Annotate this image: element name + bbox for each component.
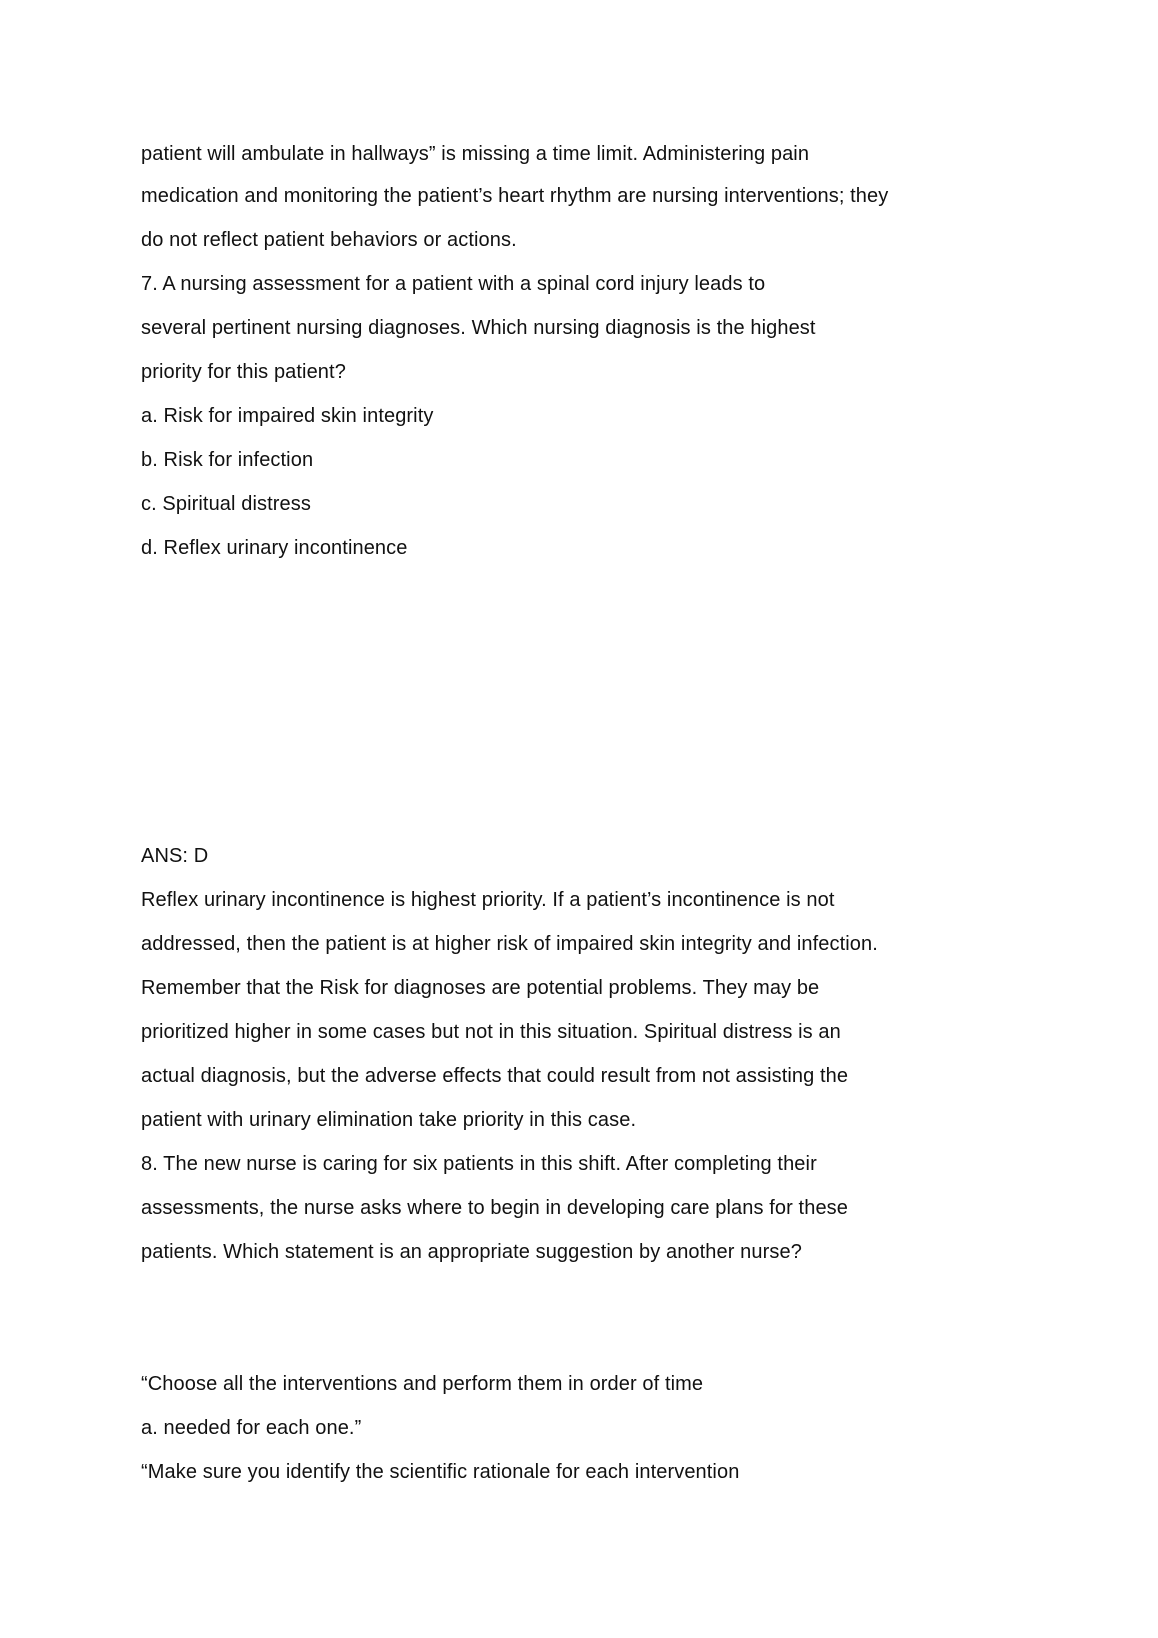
question-8-stem-line-2: assessments, the nurse asks where to begin in developing care plans for these <box>141 1197 848 1219</box>
question-8-option-line-1: “Choose all the interventions and perform them in order of time <box>141 1373 704 1395</box>
question-8-option-line-2: a. needed for each one.” <box>141 1417 362 1439</box>
question-7-rationale-line-5: actual diagnosis, but the adverse effects that could result from not assisting the <box>141 1065 849 1087</box>
question-7-option-c: c. Spiritual distress <box>141 493 311 515</box>
question-7-option-a: a. Risk for impaired skin integrity <box>141 405 434 427</box>
question-7-rationale-line-3: Remember that the Risk for diagnoses are potential problems. They may be <box>141 977 820 999</box>
question-7-rationale-line-1: Reflex urinary incontinence is highest priority. If a patient’s incontinence is not <box>141 889 835 911</box>
question-7-rationale-line-2: addressed, then the patient is at higher risk of impaired skin integrity and infection. <box>141 933 878 955</box>
question-8-stem-line-3: patients. Which statement is an appropriate suggestion by another nurse? <box>141 1241 802 1263</box>
rationale-continuation-line-1: patient will ambulate in hallways” is missing a time limit. Administering pain <box>141 143 810 165</box>
question-7-answer: ANS: D <box>141 845 209 867</box>
question-7-stem-line-1: 7. A nursing assessment for a patient with a spinal cord injury leads to <box>141 273 766 295</box>
question-7-option-b: b. Risk for infection <box>141 449 314 471</box>
rationale-continuation-line-2: medication and monitoring the patient’s heart rhythm are nursing interventions; they <box>141 185 889 207</box>
question-7-rationale-line-6: patient with urinary elimination take priority in this case. <box>141 1109 637 1131</box>
question-8-stem-line-1: 8. The new nurse is caring for six patients in this shift. After completing their <box>141 1153 817 1175</box>
question-8-option-line-3: “Make sure you identify the scientific rationale for each intervention <box>141 1461 740 1483</box>
question-7-rationale-line-4: prioritized higher in some cases but not in this situation. Spiritual distress is an <box>141 1021 841 1043</box>
question-7-option-d: d. Reflex urinary incontinence <box>141 537 408 559</box>
question-7-stem-line-2: several pertinent nursing diagnoses. Which nursing diagnosis is the highest <box>141 317 816 339</box>
question-7-stem-line-3: priority for this patient? <box>141 361 346 383</box>
rationale-continuation-line-3: do not reflect patient behaviors or actions. <box>141 229 517 251</box>
